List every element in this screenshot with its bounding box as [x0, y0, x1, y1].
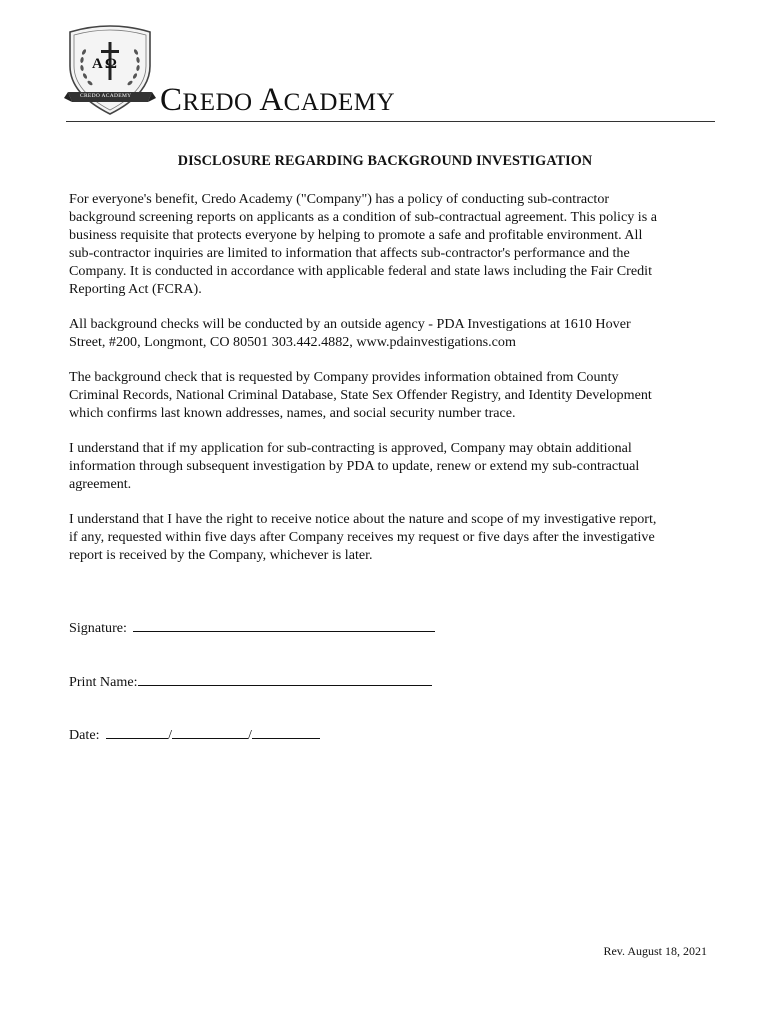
print-name-label: Print Name:: [69, 674, 138, 690]
paragraph-line: agreement.: [69, 476, 132, 492]
paragraph-line: Company. It is conducted in accordance with applicable federal and state laws including the Fair Credit: [69, 263, 652, 279]
paragraph-line: Criminal Records, National Criminal Database, State Sex Offender Registry, and Identity Development: [69, 387, 652, 403]
paragraph-line: which confirms last known addresses, names, and social security number trace.: [69, 405, 516, 421]
signature-line[interactable]: [133, 619, 435, 632]
paragraph-line: business requisite that protects everyone by helping to promote a safe and profitable environment. All: [69, 227, 643, 243]
revision-date: Rev. August 18, 2021: [603, 944, 707, 958]
header-divider: [66, 121, 715, 122]
paragraph-additional-info: [69, 439, 639, 493]
paragraph-line: For everyone's benefit, Credo Academy ("Company") has a policy of conducting sub-contractor: [69, 191, 610, 207]
paragraph-line: if any, requested within five days after Company receives my request or five days after the investigative: [69, 529, 655, 545]
paragraph-line: The background check that is requested by Company provides information obtained from County: [69, 369, 619, 385]
brand-initial-a: A: [259, 82, 284, 118]
print-name-field: [69, 673, 432, 691]
paragraph-agency: [69, 315, 631, 351]
paragraph-right-to-notice: [69, 510, 656, 564]
paragraph-line: Street, #200, Longmont, CO 80501 303.442.4882, www.pdainvestigations.com: [69, 334, 516, 350]
brand-initial-c: C: [160, 82, 183, 118]
paragraph-line: All background checks will be conducted by an outside agency - PDA Investigations at 1610 Hover: [69, 316, 631, 332]
paragraph-line: sub-contractor inquiries are limited to information that affects sub-contractor's performance and the: [69, 245, 630, 261]
date-label: Date:: [69, 727, 100, 743]
date-month-line[interactable]: [106, 726, 168, 739]
paragraph-line: I understand that I have the right to receive notice about the nature and scope of my investigative report,: [69, 511, 657, 527]
brand-rest-1: REDO: [182, 89, 253, 116]
paragraph-check-scope: [69, 368, 652, 422]
paragraph-policy: [69, 190, 657, 298]
print-name-line[interactable]: [138, 673, 432, 686]
date-day-line[interactable]: [172, 726, 248, 739]
date-separator: /: [247, 727, 252, 743]
signature-label: Signature:: [69, 620, 127, 636]
logo-banner-text: CREDO ACADEMY: [80, 93, 132, 99]
paragraph-line: report is received by the Company, whichever is later.: [69, 547, 373, 563]
logo-symbols: AΩ: [92, 56, 119, 72]
date-year-line[interactable]: [252, 726, 320, 739]
paragraph-line: I understand that if my application for sub-contracting is approved, Company may obtain additional: [69, 440, 632, 456]
paragraph-line: information through subsequent investigation by PDA to update, renew or extend my sub-contractual: [69, 458, 640, 474]
signature-field: [69, 619, 435, 637]
paragraph-line: background screening reports on applicants as a condition of sub-contractual agreement. This policy is a: [69, 209, 657, 225]
date-field: [69, 726, 320, 744]
academy-name: [160, 84, 395, 117]
date-separator: /: [168, 727, 172, 743]
document-title: DISCLOSURE REGARDING BACKGROUND INVESTIGATION: [177, 153, 593, 169]
brand-rest-2: CADEMY: [283, 89, 396, 116]
paragraph-line: Reporting Act (FCRA).: [69, 281, 202, 297]
